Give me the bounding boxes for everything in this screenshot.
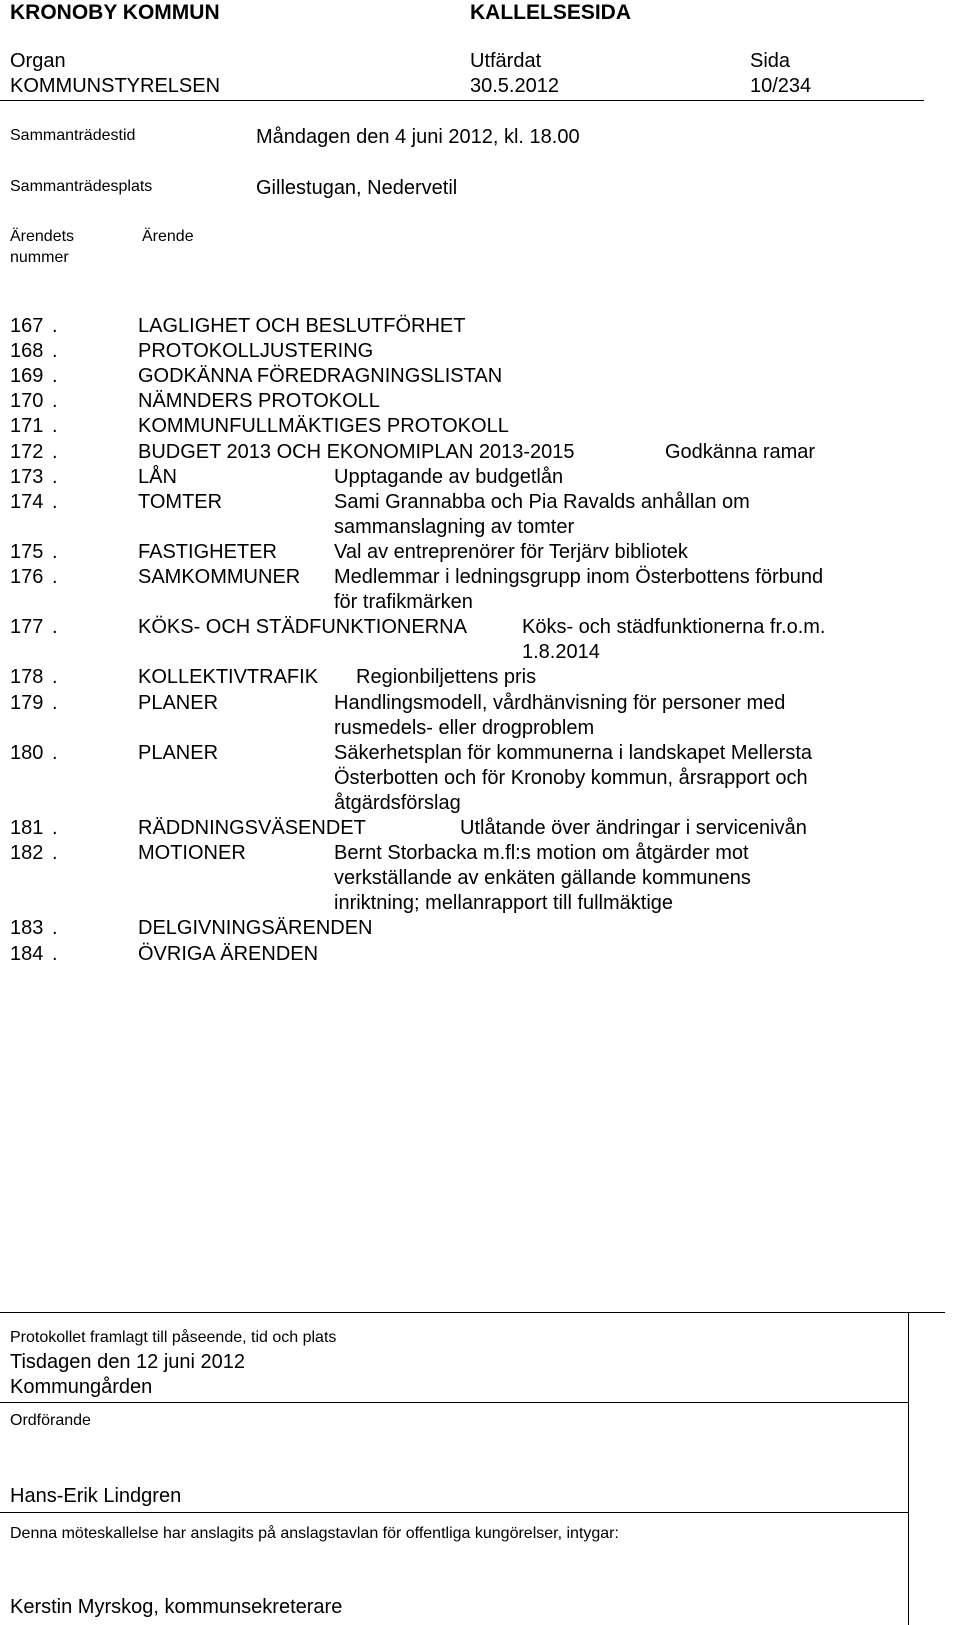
item-number: 183 — [10, 917, 44, 940]
item-dot: . — [52, 365, 58, 388]
item-dot: . — [52, 390, 58, 413]
page-number: 10/234 — [750, 75, 812, 97]
item-title: KOMMUNFULLMÄKTIGES PROTOKOLL — [138, 415, 509, 438]
item-title: LÅN — [138, 465, 177, 488]
number-column-header — [10, 228, 74, 267]
item-number: 177 — [10, 616, 44, 639]
item-number: 172 — [10, 440, 44, 463]
item-number: 178 — [10, 666, 44, 689]
item-number: 184 — [10, 942, 44, 965]
item-title: DELGIVNINGSÄRENDEN — [138, 917, 373, 940]
organ-value: KOMMUNSTYRELSEN — [10, 75, 221, 97]
item-number: 180 — [10, 741, 44, 764]
notice-text: Denna möteskallelse har anslagits på anslagstavlan för offentliga kungörelser, intygar: — [10, 1525, 619, 1542]
item-dot: . — [52, 340, 58, 363]
item-number: 170 — [10, 390, 44, 413]
meeting-date-label: Sammanträdestid — [10, 127, 136, 144]
item-dot: . — [52, 917, 58, 940]
item-title: PROTOKOLLJUSTERING — [138, 340, 374, 363]
item-dot: . — [52, 842, 58, 865]
item-title: SAMKOMMUNER — [138, 566, 301, 588]
matter-column-header: Ärende — [142, 228, 194, 245]
item-description: 1.8.2014 — [522, 641, 600, 664]
item-description: Godkänna ramar — [665, 440, 816, 463]
item-number: 182 — [10, 842, 44, 865]
municipality-name: KRONOBY KOMMUN — [10, 1, 220, 24]
item-dot: . — [52, 490, 58, 513]
item-dot: . — [52, 315, 58, 337]
item-title: LAGLIGHET OCH BESLUTFÖRHET — [138, 315, 466, 337]
item-number: 175 — [10, 540, 44, 563]
item-dot: . — [52, 741, 58, 764]
item-number: 174 — [10, 490, 44, 513]
item-title: NÄMNDERS PROTOKOLL — [138, 390, 380, 413]
item-title: FASTIGHETER — [138, 540, 277, 563]
item-number: 179 — [10, 691, 44, 714]
item-title: PLANER — [138, 691, 219, 714]
item-description: Bernt Storbacka m.fl:s motion om åtgärder mot — [334, 842, 749, 865]
item-title: GODKÄNNA FÖREDRAGNINGSLISTAN — [138, 365, 503, 388]
item-description: för trafikmärken — [334, 591, 473, 614]
meeting-date-value: Måndagen den 4 juni 2012, kl. 18.00 — [256, 126, 580, 148]
item-number: 181 — [10, 817, 44, 839]
posted-label: Protokollet framlagt till påseende, tid och plats — [10, 1329, 337, 1346]
page-label: Sida — [750, 50, 791, 72]
item-number: 169 — [10, 365, 44, 388]
item-description: Österbotten och för Kronoby kommun, årsrapport och — [334, 766, 808, 789]
item-description: inriktning; mellanrapport till fullmäktige — [334, 892, 674, 915]
item-dot: . — [52, 465, 58, 488]
item-description: sammanslagning av tomter — [334, 515, 575, 538]
item-title: KOLLEKTIVTRAFIK — [138, 666, 319, 689]
posted-place: Kommungården — [10, 1376, 153, 1398]
footer-box — [0, 1312, 945, 1625]
document-type: KALLELSESIDA — [470, 1, 632, 24]
item-title: PLANER — [138, 741, 219, 764]
chair-label: Ordförande — [10, 1412, 91, 1429]
item-description: Handlingsmodell, vårdhänvisning för personer med — [334, 691, 786, 714]
issued-label: Utfärdat — [470, 50, 542, 72]
item-title: KÖKS- OCH STÄDFUNKTIONERNA — [138, 616, 467, 639]
number-header-line2: nummer — [10, 249, 69, 266]
item-dot: . — [52, 616, 58, 639]
item-title: BUDGET 2013 OCH EKONOMIPLAN 2013-2015 — [138, 440, 575, 463]
item-number: 171 — [10, 415, 44, 438]
item-dot: . — [52, 540, 58, 563]
item-description: åtgärdsförslag — [334, 791, 461, 814]
item-title: TOMTER — [138, 490, 223, 513]
item-dot: . — [52, 440, 58, 463]
item-description: Upptagande av budgetlån — [334, 465, 564, 488]
item-description: Val av entreprenörer för Terjärv bibliotek — [334, 540, 688, 563]
item-dot: . — [52, 566, 58, 588]
header-divider — [0, 100, 924, 101]
secretary-name: Kerstin Myrskog, kommunsekreterare — [10, 1596, 343, 1618]
footer-divider-1 — [0, 1402, 908, 1403]
issued-value: 30.5.2012 — [470, 75, 559, 97]
item-number: 173 — [10, 465, 44, 488]
item-description: verkställande av enkäten gällande kommunens — [334, 867, 751, 890]
chair-name: Hans-Erik Lindgren — [10, 1485, 182, 1507]
item-description: Regionbiljettens pris — [356, 666, 537, 689]
item-dot: . — [52, 415, 58, 438]
item-description: Utlåtande över ändringar i servicenivån — [460, 817, 807, 839]
meeting-place-value: Gillestugan, Nedervetil — [256, 177, 458, 199]
item-number: 168 — [10, 340, 44, 363]
item-dot: . — [52, 817, 58, 839]
number-header-line1: Ärendets — [10, 228, 75, 245]
item-description: Köks- och städfunktionerna fr.o.m. — [522, 616, 826, 639]
item-title: RÄDDNINGSVÄSENDET — [138, 817, 366, 839]
item-description: rusmedels- eller drogproblem — [334, 716, 595, 739]
meeting-place-label: Sammanträdesplats — [10, 178, 153, 195]
item-dot: . — [52, 691, 58, 714]
item-number: 167 — [10, 315, 44, 337]
item-description: Säkerhetsplan för kommunerna i landskapet Mellersta — [334, 741, 813, 764]
item-description: Medlemmar i ledningsgrupp inom Österbottens förbund — [334, 566, 824, 588]
footer-right-border — [908, 1313, 909, 1625]
item-title: MOTIONER — [138, 842, 246, 865]
item-title: ÖVRIGA ÄRENDEN — [138, 942, 319, 965]
item-dot: . — [52, 666, 58, 689]
item-description: Sami Grannabba och Pia Ravalds anhållan om — [334, 490, 750, 513]
organ-label: Organ — [10, 50, 66, 72]
item-number: 176 — [10, 566, 44, 588]
posted-date: Tisdagen den 12 juni 2012 — [10, 1351, 245, 1373]
footer-divider-2 — [0, 1512, 908, 1513]
item-dot: . — [52, 942, 58, 965]
